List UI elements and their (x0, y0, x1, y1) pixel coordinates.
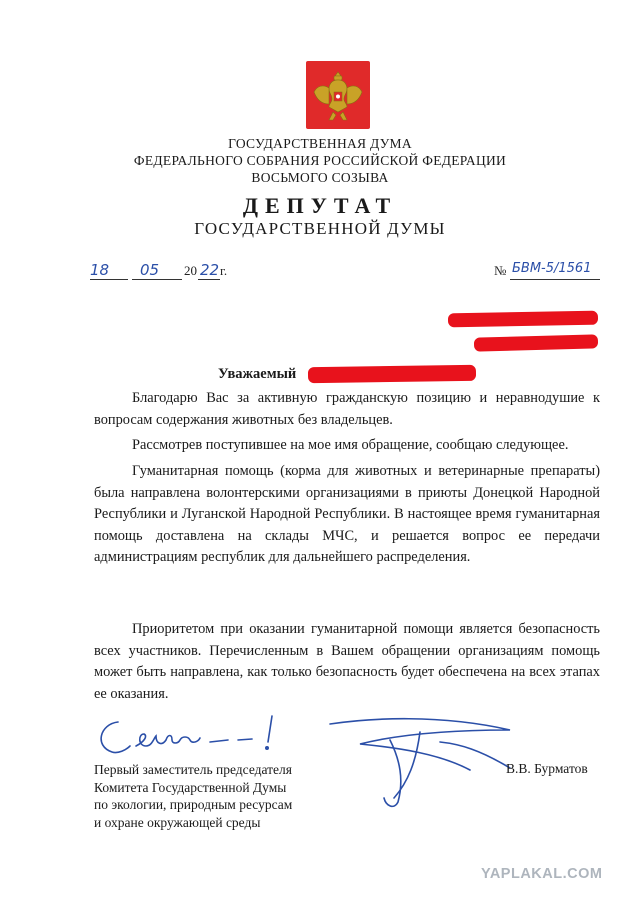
header-line-2: ФЕДЕРАЛЬНОГО СОБРАНИЯ РОССИЙСКОЙ ФЕДЕРАЦИИ (133, 153, 507, 168)
letterhead-title: ДЕПУТАТ (242, 193, 398, 218)
redaction-address-line-1 (448, 311, 598, 328)
signatory-position (94, 761, 292, 831)
header-line-3: ВОСЬМОГО СОЗЫВА (251, 170, 389, 185)
paragraph-2: Рассмотрев поступившее на мое имя обращение, сообщаю следующее. (132, 437, 569, 453)
date-year-prefix: 20 (184, 263, 197, 278)
header-line-1: ГОСУДАРСТВЕННАЯ ДУМА (228, 136, 412, 151)
letterhead-subtitle: ГОСУДАРСТВЕННОЙ ДУМЫ (194, 219, 446, 238)
greeting-word: Уважаемый (218, 366, 297, 382)
number-label: № (494, 263, 507, 278)
date-day: 18 (90, 261, 110, 279)
date-year-label: г. (220, 263, 228, 278)
date-year-suffix: 22 (200, 261, 220, 279)
number-underline (510, 279, 600, 280)
site-watermark: YAPLAKAL.COM (481, 866, 603, 882)
greeting (218, 366, 296, 383)
date-month-underline (132, 279, 182, 280)
signatory-position-line-3: по экологии, природным ресурсам (94, 797, 293, 812)
number-value: БВМ-5/1561 (512, 261, 592, 276)
date-year-underline (198, 279, 220, 280)
date-number-row (90, 261, 610, 283)
paragraph-1: Благодарю Вас за активную гражданскую позицию и неравнодушие к вопросам содержания животных без владельцев. (94, 390, 600, 428)
paragraph-3: Гуманитарная помощь (корма для животных и ветеринарные препараты) была направлена волонтерскими организациями в приюты Донецкой Народной Республики и Луганской Народной Республики. В настоящее время гуманитарная помощь доставлена на склады МЧС, и решается вопрос ее передачи администрациям республик для дальнейшего распределения. (94, 463, 600, 565)
date-day-underline (90, 279, 128, 280)
redaction-address-line-2 (474, 334, 598, 351)
coat-of-arms-emblem (305, 60, 371, 130)
signatory-position-line-4: и охране окружающей среды (94, 814, 261, 830)
paragraph-4: Приоритетом при оказании гуманитарной помощи является безопасность всех участников. Перечисленным в Вашем обращении организациям помощь может быть направлена, как только безопасность будет обеспечена на всех этапах ее оказания. (94, 621, 600, 702)
signatory-name: В.В. Бурматов (506, 761, 588, 776)
date-month: 05 (140, 261, 160, 279)
signatory-position-line-1: Первый заместитель председателя (94, 762, 292, 777)
redaction-recipient-name (308, 365, 476, 383)
signatory-position-line-2: Комитета Государственной Думы (94, 779, 287, 795)
